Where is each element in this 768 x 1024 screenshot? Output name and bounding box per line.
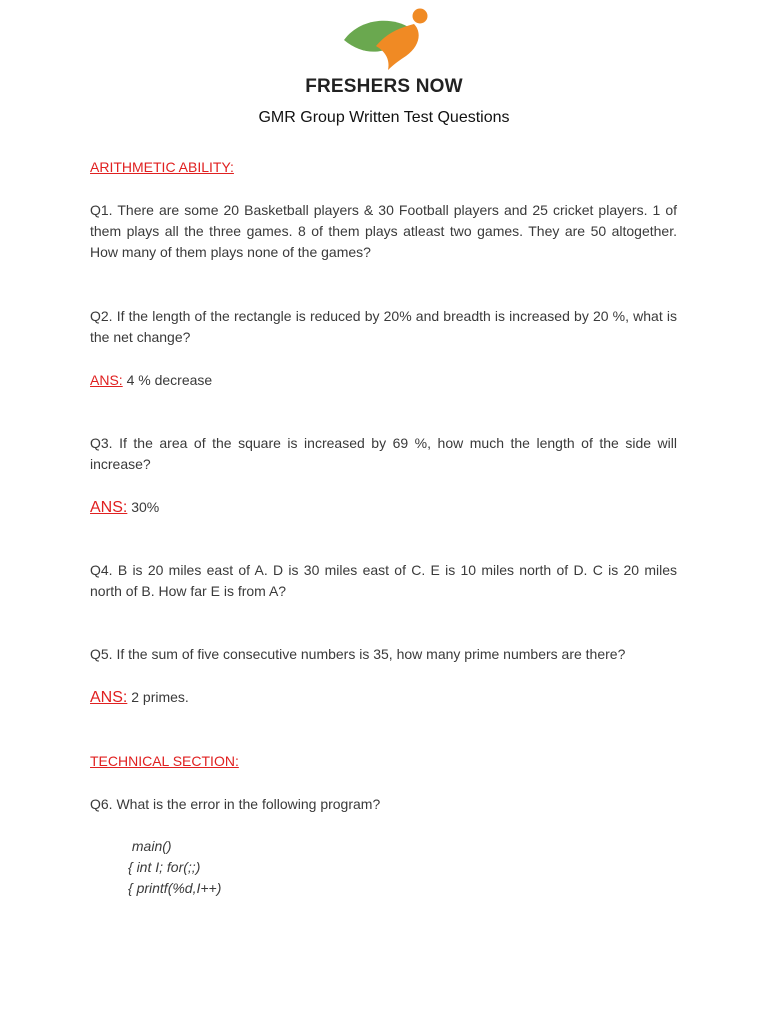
code-line: { printf(%d,I++) [128, 880, 222, 896]
answer-text: 2 primes. [127, 689, 189, 705]
question-6: Q6. What is the error in the following program? [90, 796, 381, 812]
answer-3 [90, 497, 677, 518]
answer-label: ANS: [90, 499, 128, 516]
answer-text: 30% [127, 499, 160, 515]
answer-text: 4 % decrease [122, 372, 213, 388]
question-2: Q2. If the length of the rectangle is reduced by 20% and breadth is increased by 20 %, what is the net change? [90, 308, 677, 345]
technical-section-heading: TECHNICAL SECTION: [90, 753, 239, 769]
question-5: Q5. If the sum of five consecutive numbers is 35, how many prime numbers are there? [90, 646, 626, 662]
page-title: GMR Group Written Test Questions [258, 109, 510, 126]
answer-5 [90, 687, 677, 708]
question-1: Q1. There are some 20 Basketball players & 30 Football players and 25 cricket players. 1 of them plays all the three games. 8 of them plays atleast two games. They are 50 altogether. How many of them plays none of the games? [90, 202, 677, 260]
answer-label: ANS: [90, 689, 128, 706]
arithmetic-section-heading: ARITHMETIC ABILITY: [90, 159, 234, 175]
question-4: Q4. B is 20 miles east of A. D is 30 miles east of C. E is 10 miles north of D. C is 20 miles north of B. How far E is from A? [90, 562, 677, 599]
freshers-now-logo-icon [340, 6, 436, 72]
code-line: main() [128, 838, 172, 854]
code-line: { int I; for(;;) [128, 859, 201, 875]
answer-2 [90, 370, 677, 391]
question-3: Q3. If the area of the square is increased by 69 %, how much the length of the side will increase? [90, 435, 677, 472]
brand-name: FRESHERS NOW [305, 76, 463, 97]
code-block [90, 836, 677, 899]
document-body [90, 157, 677, 899]
answer-label: ANS: [90, 372, 123, 388]
